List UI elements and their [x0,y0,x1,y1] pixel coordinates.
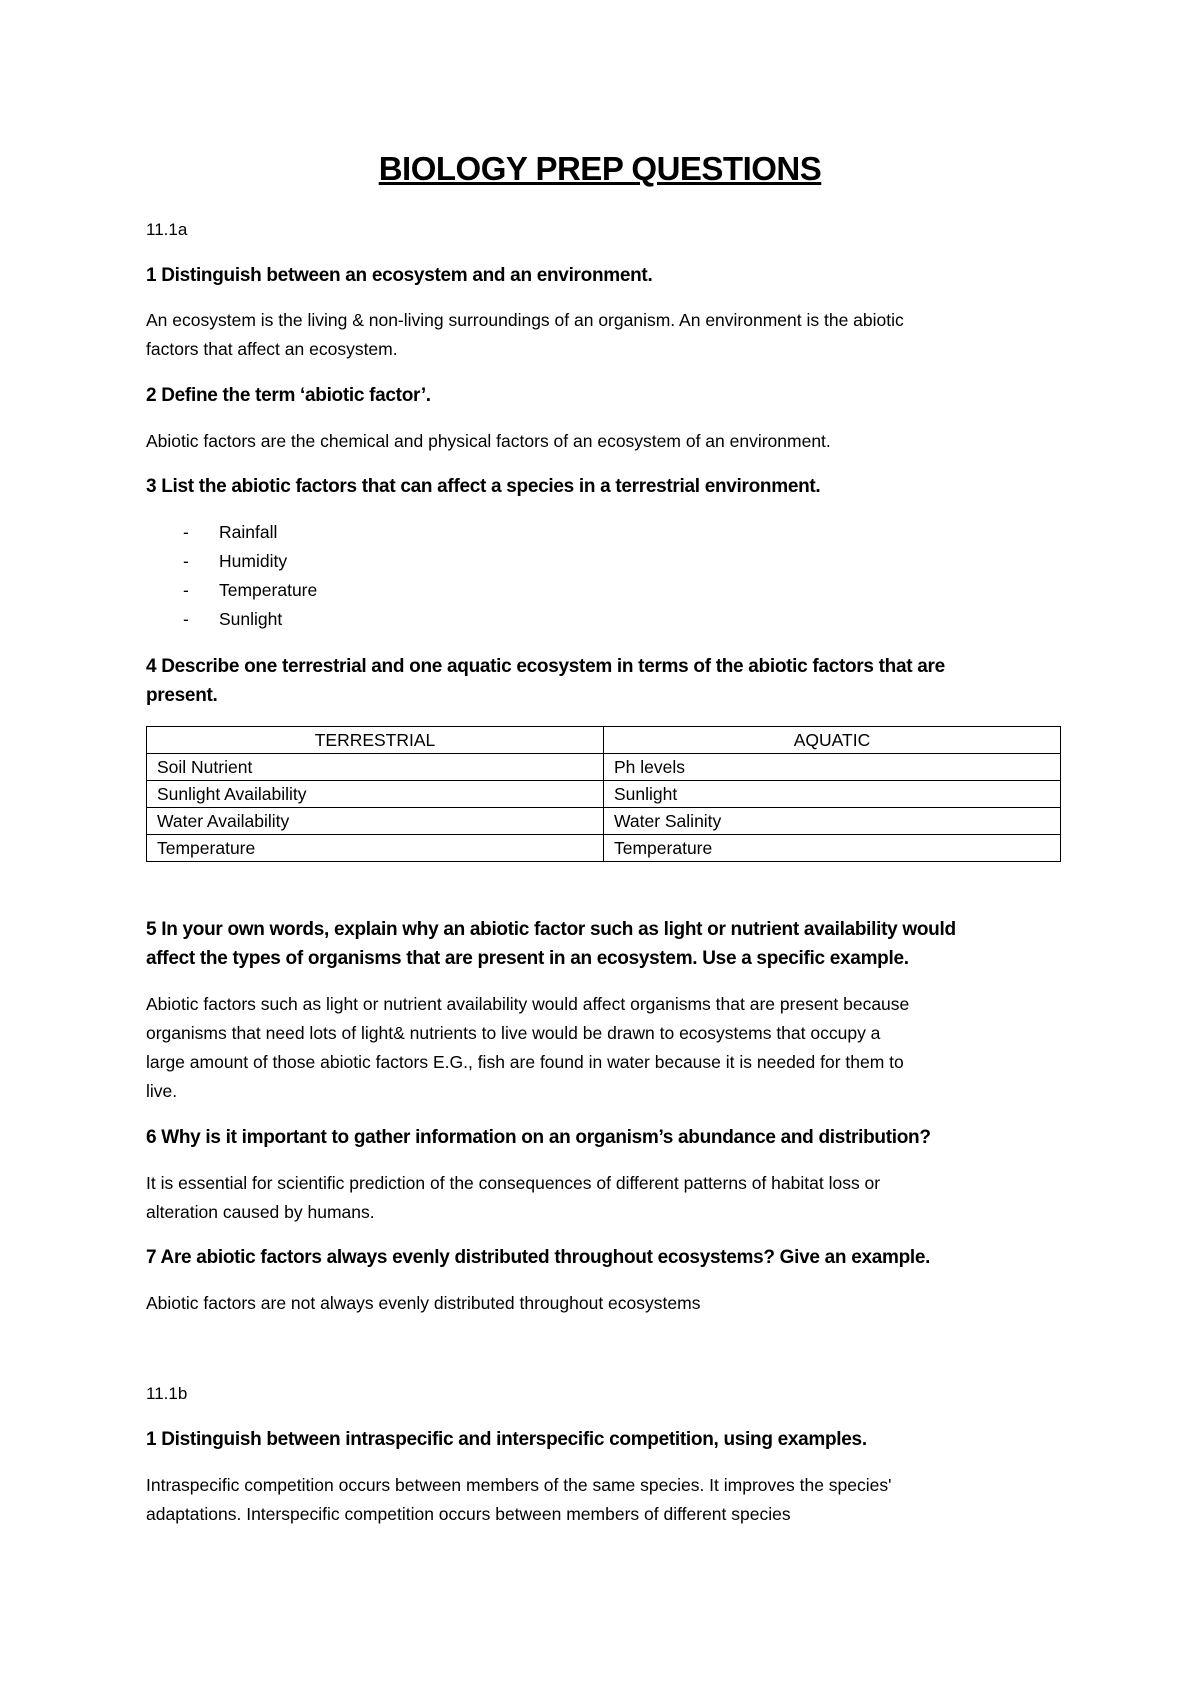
list-item [146,547,317,576]
answer-6-line-2: alteration caused by humans. [146,1202,375,1222]
table-cell: Sunlight [604,781,1061,808]
table-row [147,754,1061,781]
section-label-11-1a: 11.1a [146,220,188,239]
answer-5-line-3: large amount of those abiotic factors E.G., fish are found in water because it is needed for them to [146,1052,904,1072]
answer-5-line-2: organisms that need lots of light& nutrients to live would be drawn to ecosystems that occupy a [146,1023,881,1043]
question-b1: 1 Distinguish between intraspecific and interspecific competition, using examples. [146,1429,867,1450]
list-item [146,576,317,605]
answer-5-line-4: live. [146,1081,178,1101]
answer-b1-line-1: Intraspecific competition occurs between members of the same species. It improves the species' [146,1475,892,1495]
abiotic-factor-list [146,518,317,634]
table-cell: Water Availability [147,808,604,835]
list-bullet: - [183,551,189,571]
table-cell: Temperature [147,835,604,862]
list-bullet: - [183,522,189,542]
question-4-line-2: present. [146,685,218,706]
list-item [146,605,317,634]
table-cell: Temperature [604,835,1061,862]
table-row [147,781,1061,808]
question-6: 6 Why is it important to gather information on an organism’s abundance and distribution? [146,1127,931,1148]
question-1: 1 Distinguish between an ecosystem and an environment. [146,265,653,286]
table-cell: Sunlight Availability [147,781,604,808]
table-cell: Soil Nutrient [147,754,604,781]
question-5-line-1: 5 In your own words, explain why an abiotic factor such as light or nutrient availability would [146,919,956,940]
column-header-terrestrial: TERRESTRIAL [147,727,604,754]
answer-6-line-1: It is essential for scientific prediction of the consequences of different patterns of habitat loss or [146,1173,881,1193]
list-item-text: Rainfall [219,522,278,542]
answer-7: Abiotic factors are not always evenly distributed throughout ecosystems [146,1293,701,1313]
list-item-text: Sunlight [219,609,283,629]
table-header-row [147,727,1061,754]
list-item-text: Temperature [219,580,318,600]
table-cell: Water Salinity [604,808,1061,835]
table-cell: Ph levels [604,754,1061,781]
list-bullet: - [183,580,189,600]
question-7: 7 Are abiotic factors always evenly distributed throughout ecosystems? Give an example. [146,1247,931,1268]
answer-1-line-2: factors that affect an ecosystem. [146,339,398,359]
table-row [147,835,1061,862]
ecosystem-factors-table [146,726,1061,862]
list-bullet: - [183,609,189,629]
question-2: 2 Define the term ‘abiotic factor’. [146,385,431,406]
list-item [146,518,317,547]
question-3: 3 List the abiotic factors that can affect a species in a terrestrial environment. [146,476,821,497]
table-row [147,808,1061,835]
question-4-line-1: 4 Describe one terrestrial and one aquatic ecosystem in terms of the abiotic factors that are [146,656,945,677]
section-label-11-1b: 11.1b [146,1384,188,1403]
question-5-line-2: affect the types of organisms that are present in an ecosystem. Use a specific example. [146,948,909,969]
answer-1-line-1: An ecosystem is the living & non-living surroundings of an organism. An environment is the abiotic [146,310,904,330]
page-title: BIOLOGY PREP QUESTIONS [378,150,822,187]
answer-5-line-1: Abiotic factors such as light or nutrient availability would affect organisms that are present because [146,994,910,1014]
list-item-text: Humidity [219,551,288,571]
column-header-aquatic: AQUATIC [604,727,1061,754]
answer-b1-line-2: adaptations. Interspecific competition occurs between members of different species [146,1504,791,1524]
answer-2: Abiotic factors are the chemical and physical factors of an ecosystem of an environment. [146,431,831,451]
